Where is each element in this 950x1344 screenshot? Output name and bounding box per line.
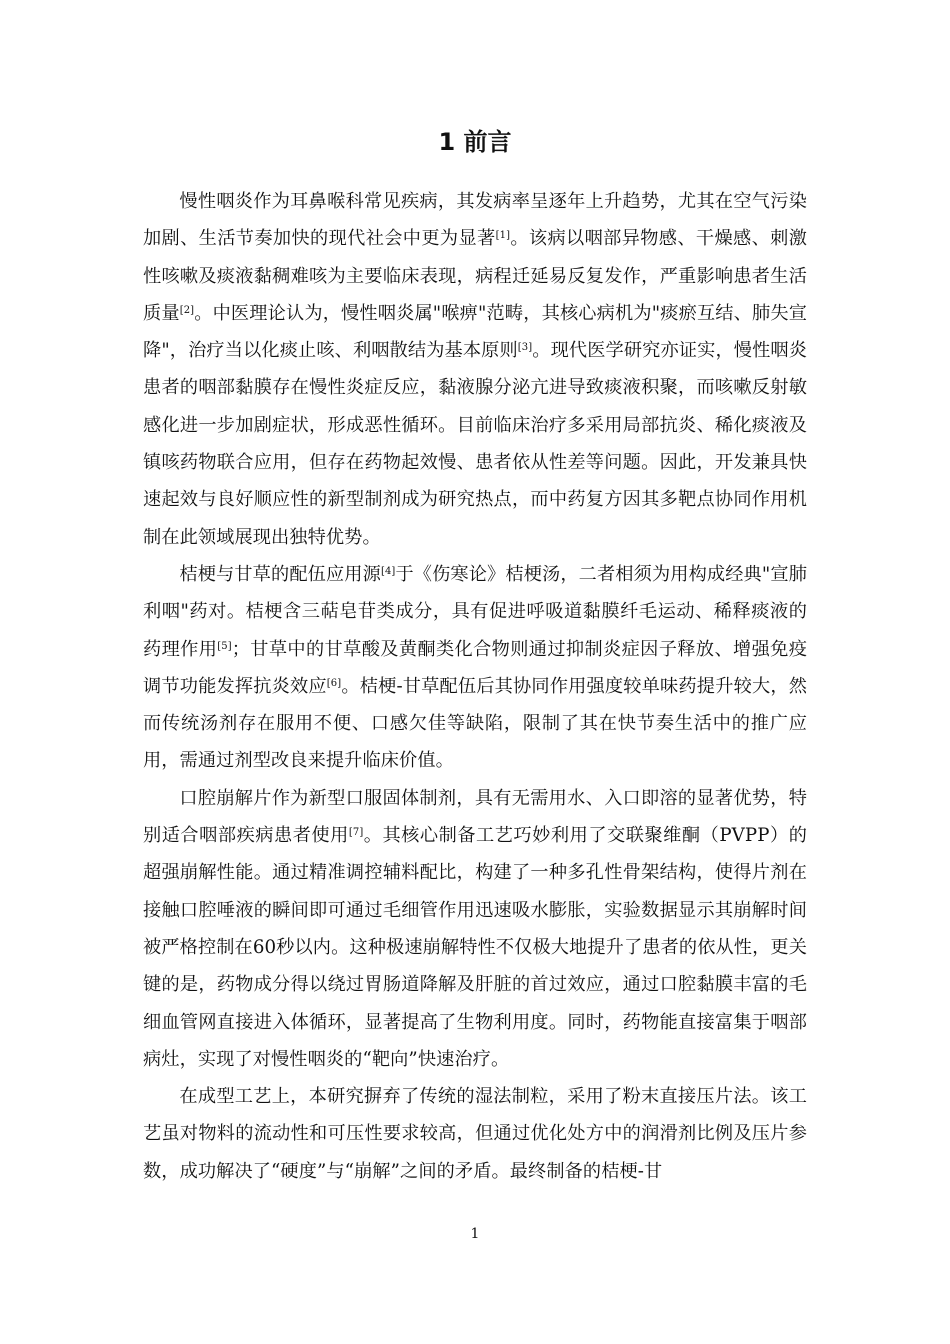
paragraph-text: ；甘草中的甘草酸及黄酮类化合物则通过抑制炎症因子释放、增强免疫调节功能发挥抗炎效应 (143, 638, 807, 697)
paragraph-text: 。中医理论认为，慢性咽炎属"喉痹"范畴，其核心病机为"痰瘀互结、肺失宣降"，治疗当以化痰止咳、利咽散结为基本原则 (143, 302, 807, 362)
paragraph-text: 口腔崩解片作为新型口服固体制剂，具有无需用水、入口即溶的显著优势，特别适合咽部疾病患者使用 (143, 787, 807, 847)
paragraph-text: 在成型工艺上，本研究摒弃了传统的湿法制粒，采用了粉末直接压片法。该工艺虽对物料的流动性和可压性要求较高，但通过优化处方中的润滑剂比例及压片参数，成功解决了“硬度”与“崩解”之间的矛盾。最终制备的桔梗-甘 (143, 1086, 807, 1182)
paragraph-text: 。其核心制备工艺巧妙利用了交联聚维酮（PVPP）的超强崩解性能。通过精准调控辅料配比，构建了一种多孔性骨架结构，使得片剂在接触口腔唾液的瞬间即可通过毛细管作用迅速吸水膨胀，实验数据显示其崩解时间被严格控制在60秒以内。这种极速崩解特性不仅极大地提升了患者的依从性，更关键的是，药物成分得以绕过胃肠道降解及肝脏的首过效应，通过口腔黏膜丰富的毛细血管网直接进入体循环，显著提高了生物利用度。同时，药物能直接富集于咽部病灶，实现了对慢性咽炎的“靶向”快速治疗。 (143, 825, 807, 1070)
paragraph-text: 。桔梗-甘草配伍后其协同作用强度较单味药提升较大，然而传统汤剂存在服用不便、口感欠佳等缺陷，限制了其在快节奏生活中的推广应用，需通过剂型改良来提升临床价值。 (143, 675, 807, 772)
body-paragraph (143, 183, 807, 556)
paragraph-text: 于《伤寒论》桔梗汤，二者相须为用构成经典"宣肺利咽"药对。桔梗含三萜皂苷类成分，具有促进呼吸道黏膜纤毛运动、稀释痰液的药理作用 (143, 563, 807, 660)
section-heading: 1 前言 (438, 128, 512, 156)
citation-ref: [1] (495, 230, 511, 242)
citation-ref: [7] (348, 827, 364, 839)
citation-ref: [4] (380, 565, 396, 577)
paragraph-text: 。该病以咽部异物感、干燥感、刺激性咳嗽及痰液黏稠难咳为主要临床表现，病程迁延易反复发作，严重影响患者生活质量 (143, 228, 808, 324)
body-paragraph (143, 780, 807, 1078)
section-body (143, 183, 807, 1190)
citation-ref: [2] (179, 304, 195, 316)
citation-ref: [3] (517, 342, 533, 354)
body-paragraph (143, 556, 807, 780)
citation-ref: [5] (217, 640, 232, 652)
citation-ref: [6] (326, 677, 342, 689)
paragraph-text: 慢性咽炎作为耳鼻喉科常见疾病，其发病率呈逐年上升趋势，尤其在空气污染加剧、生活节奏加快的现代社会中更为显著 (143, 191, 807, 250)
page-number: 1 (470, 1226, 480, 1242)
body-paragraph (143, 1078, 807, 1190)
paragraph-text: 。现代医学研究亦证实，慢性咽炎患者的咽部黏膜存在慢性炎症反应，黏液腺分泌亢进导致痰液积聚，而咳嗽反射敏感化进一步加剧症状，形成恶性循环。目前临床治疗多采用局部抗炎、稀化痰液及镇咳药物联合应用，但存在药物起效慢、患者依从性差等问题。因此，开发兼具快速起效与良好顺应性的新型制剂成为研究热点，而中药复方因其多靶点协同作用机制在此领域展现出独特优势。 (143, 340, 807, 548)
paragraph-text: 桔梗与甘草的配伍应用源 (179, 563, 381, 585)
